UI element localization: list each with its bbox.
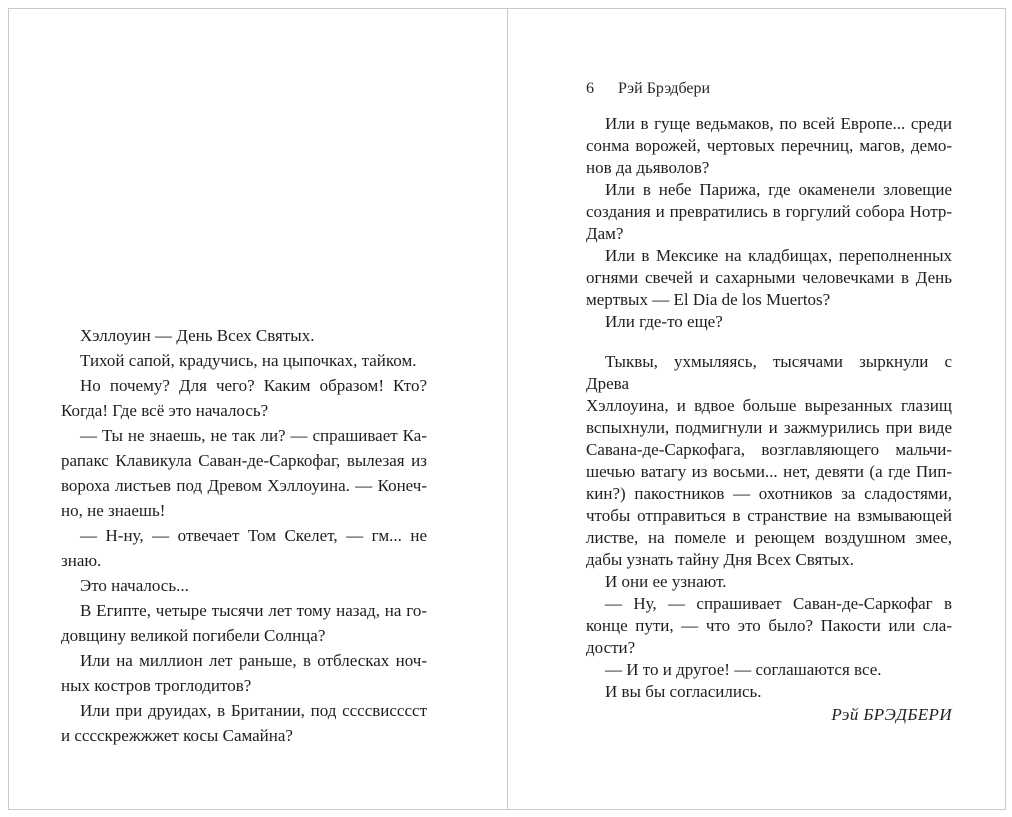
text-line: знаю. bbox=[61, 551, 102, 570]
text-line: ных костров троглодитов? bbox=[61, 676, 252, 695]
text-line: И они ее узнают. bbox=[605, 572, 727, 591]
author-signature: Рэй БРЭДБЕРИ bbox=[831, 705, 952, 724]
text-line: Или в гуще ведьмаков, по всей Европе... среди bbox=[605, 114, 952, 133]
text-line: рапакс Клавикула Саван-де-Саркофаг, вылезая из bbox=[61, 451, 427, 470]
text-line: шечью ватагу из восьми... нет, девяти (а где Пип- bbox=[586, 462, 952, 481]
text-line: Когда! Где всё это началось? bbox=[61, 401, 269, 420]
left-page-text bbox=[61, 323, 427, 748]
text-line: вспыхнули, подмигнули и зажмурились при виде bbox=[586, 418, 952, 437]
paragraph bbox=[61, 598, 427, 648]
paragraph bbox=[586, 571, 952, 593]
paragraph bbox=[61, 323, 427, 348]
paragraph bbox=[61, 698, 427, 748]
paragraph bbox=[586, 593, 952, 659]
text-line: сонма ворожей, чертовых перечниц, магов, демо- bbox=[586, 136, 952, 155]
text-line: Это началось... bbox=[80, 576, 189, 595]
text-line: дости? bbox=[586, 638, 636, 657]
paragraph bbox=[61, 348, 427, 373]
text-line: кин?) пакостников — охотников за сладостями, bbox=[586, 484, 952, 503]
text-line: и сссскрежжжет косы Самайна? bbox=[61, 726, 293, 745]
paragraph bbox=[586, 681, 952, 703]
text-line: Или в Мексике на кладбищах, переполненных bbox=[605, 246, 952, 265]
paragraph bbox=[586, 351, 952, 571]
running-header bbox=[586, 80, 710, 98]
paragraph bbox=[61, 423, 427, 523]
text-line: Тыквы, ухмыляясь, тысячами зыркнули с Древа bbox=[586, 352, 952, 393]
book-spread bbox=[8, 8, 1006, 810]
text-line: конце пути, — что это было? Пакости или сла- bbox=[586, 616, 952, 635]
paragraph bbox=[586, 245, 952, 311]
paragraph bbox=[61, 523, 427, 573]
page-number: 6 bbox=[586, 80, 594, 97]
text-line: чтобы отправиться в странствие на взмывающей bbox=[586, 506, 952, 525]
text-line: — Н-ну, — отвечает Том Скелет, — гм... не bbox=[80, 526, 427, 545]
text-line: Или где-то еще? bbox=[605, 312, 723, 331]
text-line: огнями свечей и сахарными человечками в День bbox=[586, 268, 952, 287]
paragraph bbox=[61, 573, 427, 598]
text-line: И вы бы согласились. bbox=[605, 682, 762, 701]
text-line: Дам? bbox=[586, 224, 624, 243]
paragraph bbox=[586, 179, 952, 245]
text-line: вороха листьев под Древом Хэллоуина. — Конеч- bbox=[61, 476, 427, 495]
paragraph bbox=[61, 373, 427, 423]
text-line: Или на миллион лет раньше, в отблесках ноч- bbox=[80, 651, 427, 670]
right-page bbox=[508, 9, 1005, 809]
text-line: Савана-де-Саркофага, возглавляющего мальчи- bbox=[586, 440, 952, 459]
paragraph bbox=[586, 113, 952, 179]
text-line: но, не знаешь! bbox=[61, 501, 166, 520]
text-line: дабы узнать тайну Дня Всех Святых. bbox=[586, 550, 854, 569]
text-line: — Ну, — спрашивает Саван-де-Саркофаг в bbox=[605, 594, 952, 613]
text-line: Хэллоуин — День Всех Святых. bbox=[80, 326, 315, 345]
right-page-paragraphs bbox=[586, 113, 952, 703]
right-page-text bbox=[586, 113, 952, 726]
text-line: довщину великой погибели Солнца? bbox=[61, 626, 326, 645]
text-line: Или в небе Парижа, где окаменели зловещие bbox=[605, 180, 952, 199]
left-page bbox=[9, 9, 508, 809]
paragraph bbox=[586, 659, 952, 681]
text-line: создания и превратились в горгулий собора Нотр- bbox=[586, 202, 952, 221]
running-title: Рэй Брэдбери bbox=[618, 80, 711, 97]
text-line: — И то и другое! — соглашаются все. bbox=[605, 660, 882, 679]
text-line: мертвых — El Dia de los Muertos? bbox=[586, 290, 831, 309]
paragraph bbox=[586, 311, 952, 333]
text-line: листве, на помеле и реющем воздушном змее, bbox=[586, 528, 952, 547]
text-line: Тихой сапой, крадучись, на цыпочках, тайком. bbox=[80, 351, 417, 370]
text-line: — Ты не знаешь, не так ли? — спрашивает Ка- bbox=[80, 426, 427, 445]
text-line: Но почему? Для чего? Каким образом! Кто? bbox=[80, 376, 427, 395]
text-line: В Египте, четыре тысячи лет тому назад, на го- bbox=[80, 601, 427, 620]
paragraph bbox=[61, 648, 427, 698]
text-line: нов да дьяволов? bbox=[586, 158, 710, 177]
text-line: Или при друидах, в Британии, под ссссвисссст bbox=[80, 701, 427, 720]
text-line: Хэллоуина, и вдвое больше вырезанных глазищ bbox=[586, 396, 952, 415]
